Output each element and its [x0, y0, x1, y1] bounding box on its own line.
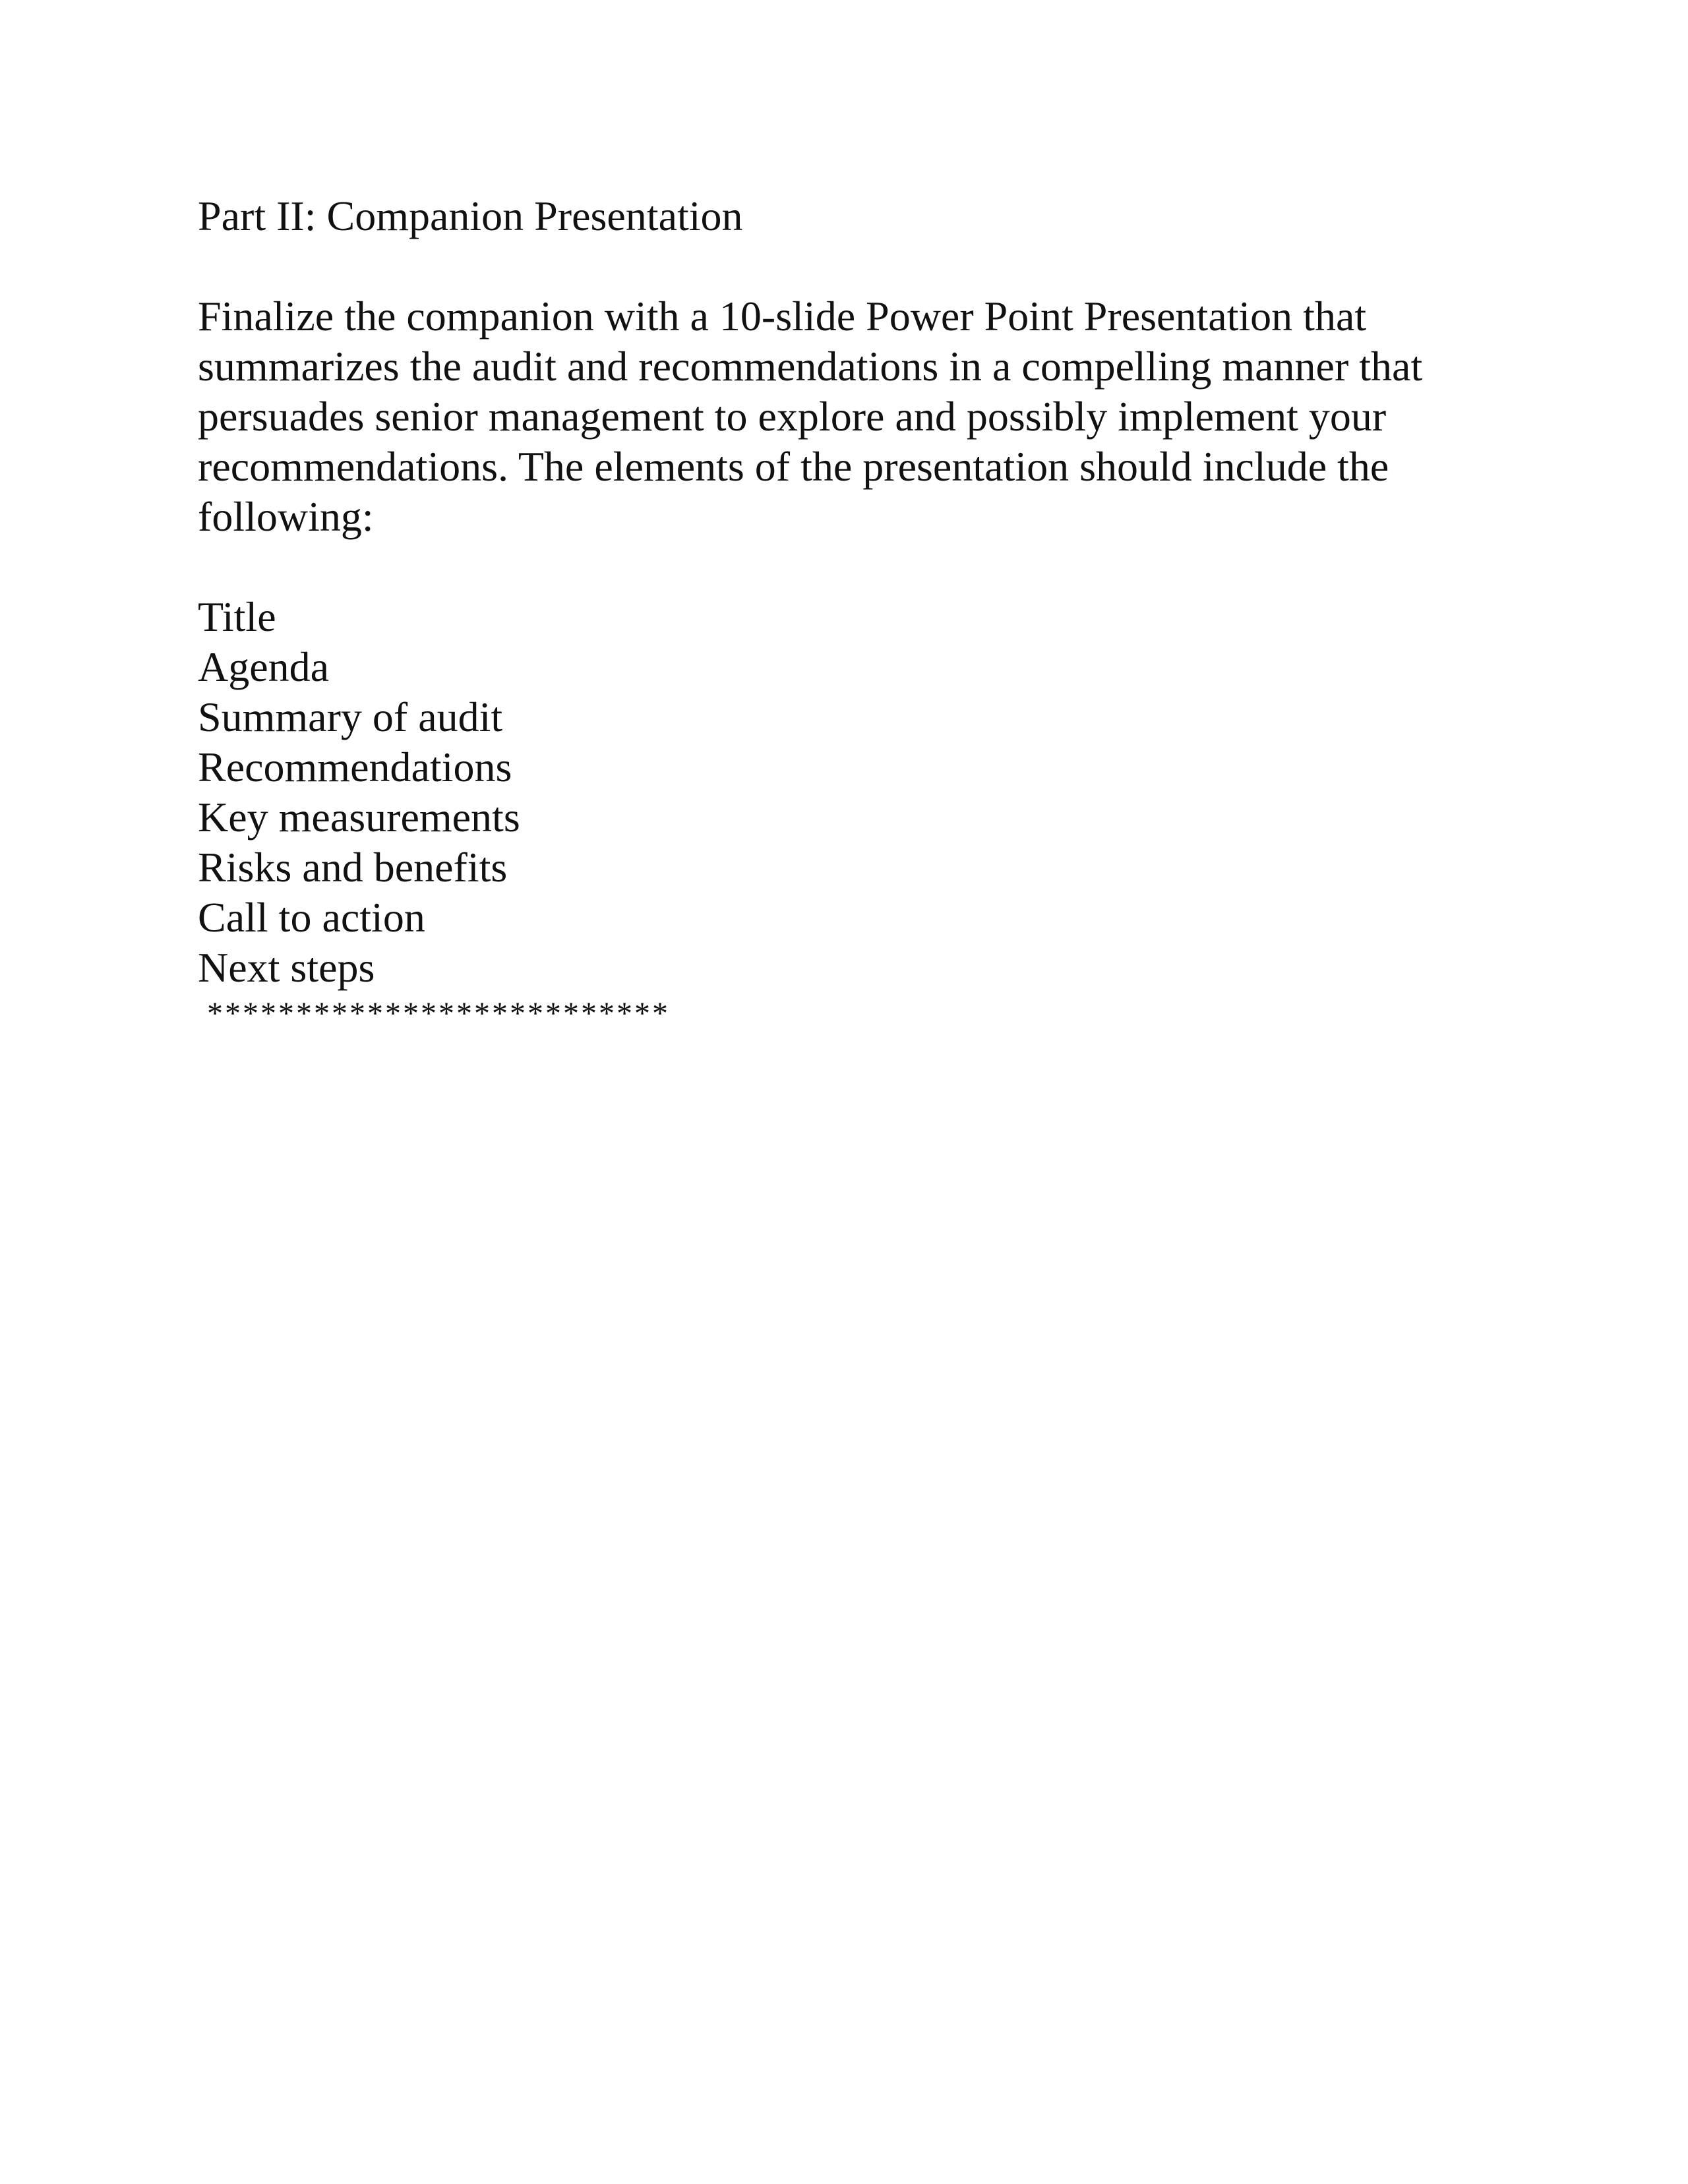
instruction-paragraph [198, 291, 1503, 542]
asterisk-separator: ************************** [207, 996, 670, 1031]
paragraph-line: summarizes the audit and recommendations in a compelling manner that [198, 343, 1423, 390]
list-item-key-measurements: Key measurements [198, 794, 520, 841]
list-item-recommendations: Recommendations [198, 744, 512, 790]
paragraph-line: persuades senior management to explore and possibly implement your [198, 393, 1387, 440]
document-body [198, 191, 1517, 1035]
list-item-risks-and-benefits: Risks and benefits [198, 844, 508, 891]
list-item-call-to-action: Call to action [198, 894, 425, 941]
page-title: Part II: Companion Presentation [198, 192, 743, 239]
paragraph-line: recommendations. The elements of the presentation should include the [198, 443, 1389, 490]
list-item-summary-of-audit: Summary of audit [198, 694, 503, 740]
list-item-next-steps: Next steps [198, 944, 375, 991]
presentation-elements-list [198, 592, 1517, 993]
paragraph-line: following: [198, 493, 374, 540]
list-item-agenda: Agenda [198, 643, 330, 690]
paragraph-line: Finalize the companion with a 10-slide Power Point Presentation that [198, 293, 1367, 339]
list-item-title: Title [198, 593, 276, 640]
